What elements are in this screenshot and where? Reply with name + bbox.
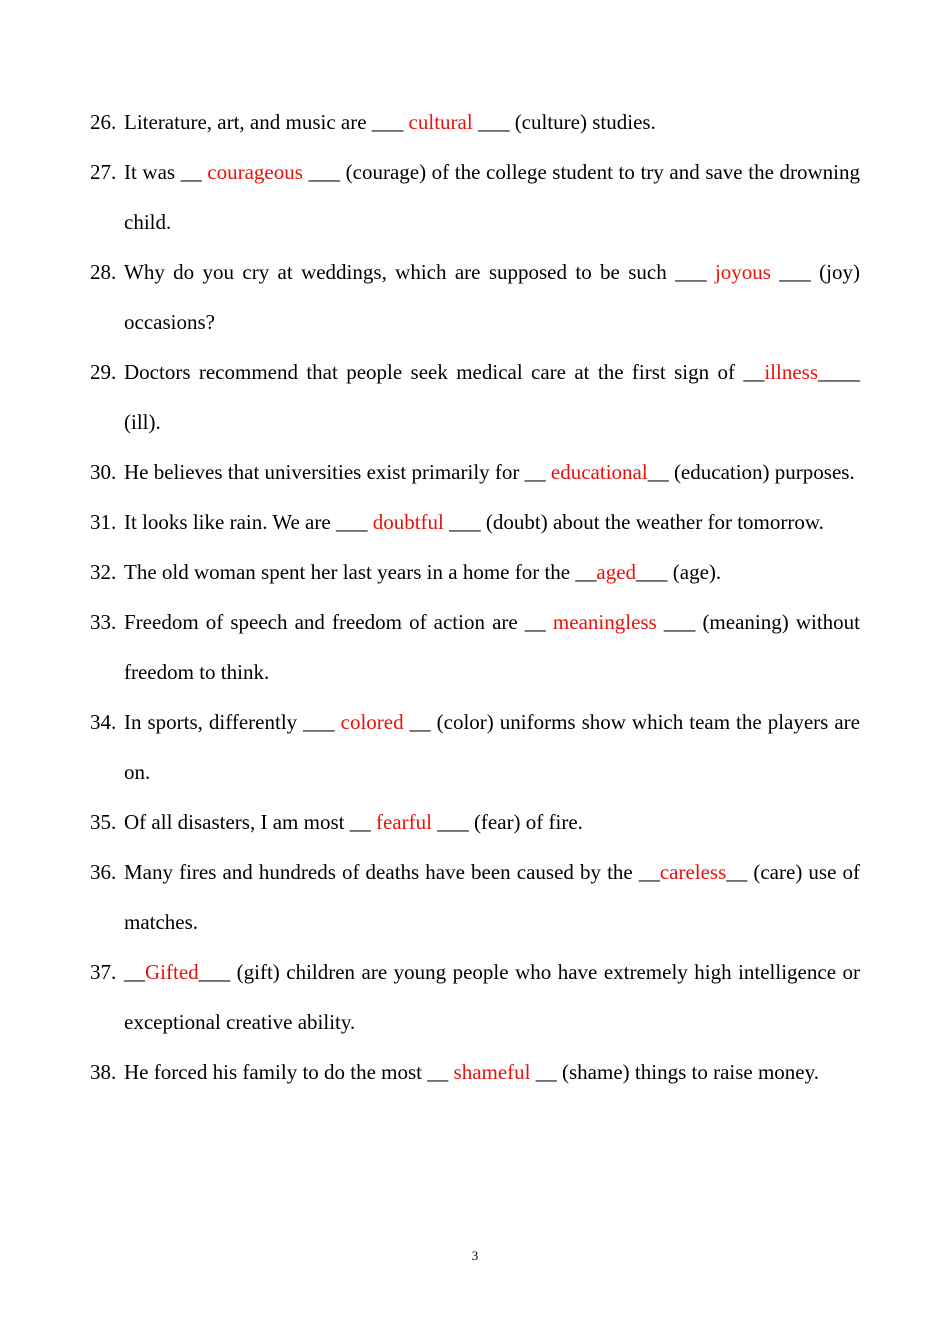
answer-text: aged xyxy=(596,560,637,584)
answer-text: doubtful xyxy=(372,510,444,534)
page-number: 3 xyxy=(471,1248,479,1263)
exercise-item-27 xyxy=(90,147,860,247)
exercise-list xyxy=(90,97,860,1097)
item-number: 37. xyxy=(90,960,117,984)
answer-text: meaningless xyxy=(552,610,657,634)
exercise-item-37 xyxy=(90,947,860,1047)
item-number: 28. xyxy=(90,260,117,284)
item-sentence xyxy=(124,547,860,597)
item-number: 35. xyxy=(90,810,117,834)
exercise-item-30 xyxy=(90,447,860,497)
item-sentence xyxy=(124,147,860,247)
answer-text: joyous xyxy=(714,260,771,284)
answer-text: illness xyxy=(764,360,818,384)
sentence-after: ___ (age). xyxy=(636,560,722,584)
item-number: 33. xyxy=(90,610,117,634)
exercise-item-33 xyxy=(90,597,860,697)
sentence-after: ___ (meaning) without freedom to think. xyxy=(124,610,861,684)
item-number: 38. xyxy=(90,1060,117,1084)
item-sentence xyxy=(124,797,860,847)
exercise-item-36 xyxy=(90,847,860,947)
item-sentence xyxy=(124,847,860,947)
sentence-after: __ (shame) things to raise money. xyxy=(530,1060,820,1084)
sentence-before: Many fires and hundreds of deaths have been caused by the __ xyxy=(124,860,660,884)
sentence-after: ___ (fear) of fire. xyxy=(431,810,583,834)
sentence-after: __ (color) uniforms show which team the players are on. xyxy=(124,710,860,784)
item-number: 26. xyxy=(90,110,117,134)
exercise-item-28 xyxy=(90,247,860,347)
item-sentence xyxy=(124,447,860,497)
sentence-after: __ (education) purposes. xyxy=(647,460,855,484)
sentence-after: ___ (joy) occasions? xyxy=(124,260,860,334)
sentence-after: ___ (courage) of the college student to try and save the drowning child. xyxy=(124,160,860,234)
answer-text: careless xyxy=(659,860,727,884)
item-sentence xyxy=(124,247,860,347)
sentence-before: Literature, art, and music are ___ xyxy=(124,110,409,134)
item-number: 29. xyxy=(90,360,117,384)
sentence-before: It was __ xyxy=(124,160,208,184)
exercise-item-35 xyxy=(90,797,860,847)
sentence-after: __ (care) use of matches. xyxy=(124,860,860,934)
sentence-after: ___ (culture) studies. xyxy=(472,110,656,134)
item-number: 30. xyxy=(90,460,117,484)
sentence-after: ___ (doubt) about the weather for tomorrow. xyxy=(443,510,824,534)
answer-text: shameful xyxy=(453,1060,531,1084)
item-sentence xyxy=(124,597,860,697)
exercise-item-31 xyxy=(90,497,860,547)
exercise-item-32 xyxy=(90,547,860,597)
sentence-before: Freedom of speech and freedom of action are __ xyxy=(124,610,553,634)
sentence-before: In sports, differently ___ xyxy=(124,710,341,734)
sentence-before: Why do you cry at weddings, which are supposed to be such ___ xyxy=(124,260,715,284)
answer-text: colored xyxy=(340,710,404,734)
exercise-item-29 xyxy=(90,347,860,447)
sentence-before: __ xyxy=(124,960,145,984)
sentence-before: Doctors recommend that people seek medical care at the first sign of __ xyxy=(124,360,765,384)
item-sentence xyxy=(124,497,860,547)
item-sentence xyxy=(124,697,860,797)
answer-text: courageous xyxy=(207,160,303,184)
item-sentence xyxy=(124,947,860,1047)
sentence-before: It looks like rain. We are ___ xyxy=(124,510,373,534)
answer-text: educational xyxy=(550,460,648,484)
answer-text: fearful xyxy=(375,810,432,834)
item-sentence xyxy=(124,97,860,147)
answer-text: Gifted xyxy=(145,960,199,984)
item-sentence xyxy=(124,1047,860,1097)
exercise-item-34 xyxy=(90,697,860,797)
answer-text: cultural xyxy=(408,110,473,134)
exercise-item-38 xyxy=(90,1047,860,1097)
item-number: 31. xyxy=(90,510,117,534)
sentence-before: The old woman spent her last years in a home for the __ xyxy=(124,560,597,584)
sentence-before: He forced his family to do the most __ xyxy=(124,1060,454,1084)
exercise-item-26 xyxy=(90,97,860,147)
item-number: 32. xyxy=(90,560,117,584)
sentence-before: He believes that universities exist primarily for __ xyxy=(124,460,551,484)
item-number: 27. xyxy=(90,160,117,184)
item-number: 36. xyxy=(90,860,117,884)
sentence-before: Of all disasters, I am most __ xyxy=(124,810,376,834)
item-sentence xyxy=(124,347,860,447)
sentence-after: ___ (gift) children are young people who have extremely high intelligence or exceptional creative ability. xyxy=(124,960,860,1034)
item-number: 34. xyxy=(90,710,117,734)
sentence-after: ____ (ill). xyxy=(124,360,860,434)
